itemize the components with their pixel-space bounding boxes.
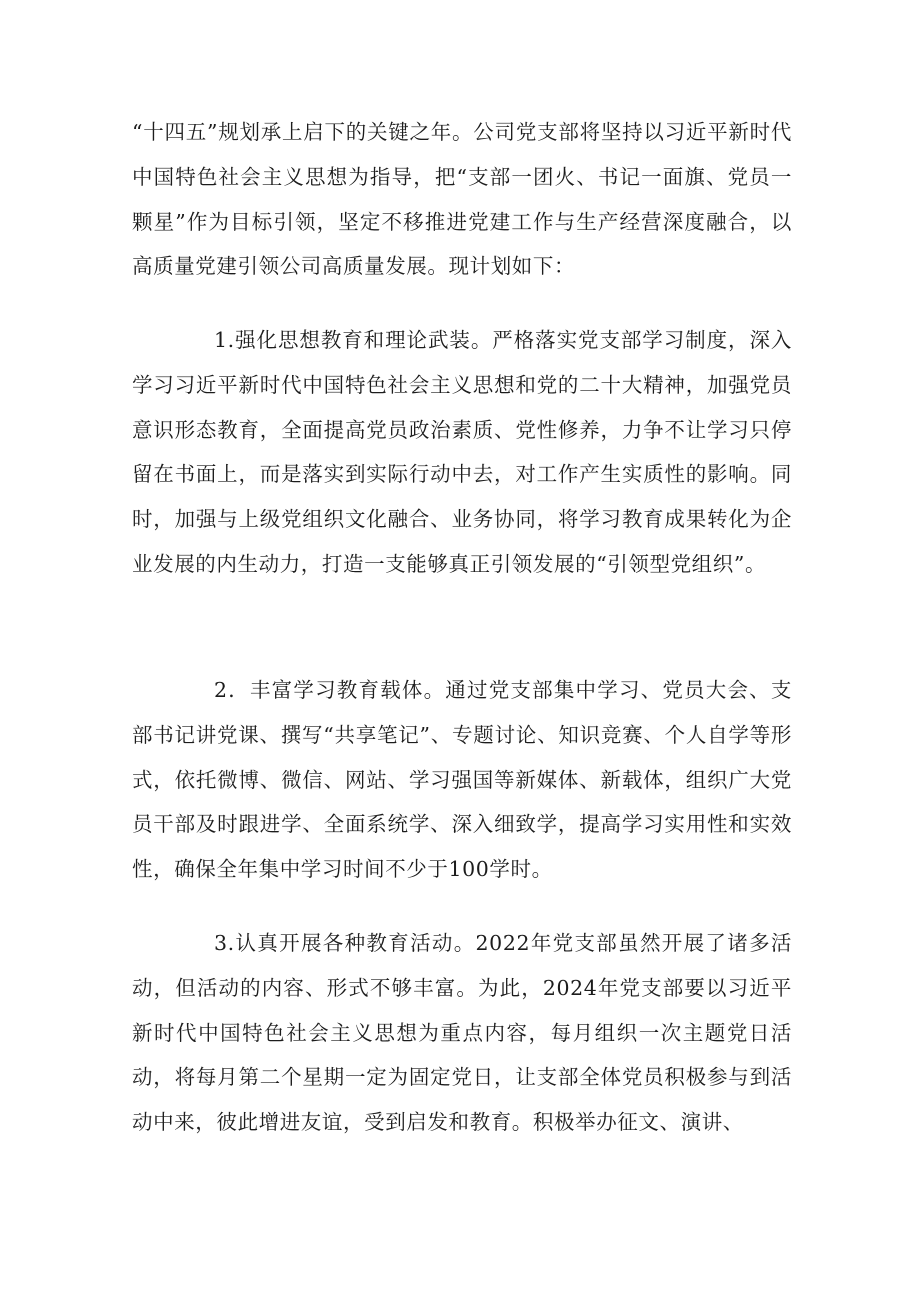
intro-paragraph: “十四五”规划承上启下的关键之年。公司党支部将坚持以习近平新时代中国特色社会主义思想为指导，把“支部一团火、书记一面旗、党员一颗星”作为目标引领，坚定不移推进党建工作与生产经营深度融合，以高质量党建引领公司高质量发展。现计划如下： <box>132 120 792 279</box>
section-3-paragraph: 3.认真开展各种教育活动。2022年党支部虽然开展了诸多活动，但活动的内容、形式不够丰富。为此，2024年党支部要以习近平新时代中国特色社会主义思想为重点内容，每月组织一次主题党日活动，将每月第二个星期一定为固定党日，让支部全体党员积极参与到活动中来，彼此增进友谊，受到启发和教育。积极举办征文、演讲、 <box>132 931 792 1135</box>
section-1-paragraph: 1.强化思想教育和理论武装。严格落实党支部学习制度，深入学习习近平新时代中国特色社会主义思想和党的二十大精神，加强党员意识形态教育，全面提高党员政治素质、党性修养，力争不让学习只停留在书面上，而是落实到实际行动中去，对工作产生实质性的影响。同时，加强与上级党组织文化融合、业务协同，将学习教育成果转化为企业发展的内生动力，打造一支能够真正引领发展的“引领型党组织”。 <box>132 328 792 576</box>
section-2-paragraph: 2．丰富学习教育载体。通过党支部集中学习、党员大会、支部书记讲党课、撰写“共享笔记”、专题讨论、知识竞赛、个人自学等形式，依托微博、微信、网站、学习强国等新媒体、新载体，组织广大党员干部及时跟进学、全面系统学、深入细致学，提高学习实用性和实效性，确保全年集中学习时间不少于100学时。 <box>132 678 792 882</box>
